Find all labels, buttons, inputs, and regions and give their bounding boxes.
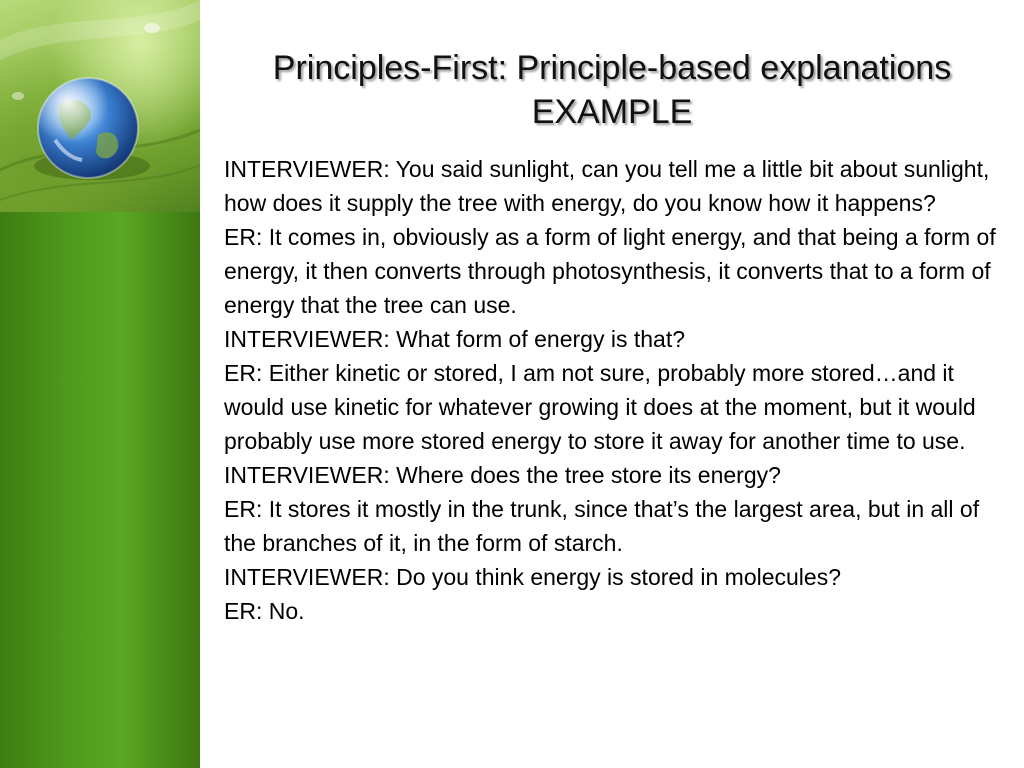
transcript-paragraph: INTERVIEWER: Do you think energy is stored in molecules? — [224, 564, 841, 590]
title-line-1: Principles-First: Principle-based explanations — [272, 49, 952, 87]
transcript-paragraph: INTERVIEWER: What form of energy is that? — [224, 326, 685, 352]
transcript-paragraph: ER: It stores it mostly in the trunk, since that’s the largest area, but in all of the branches of it, in the form of starch. — [224, 496, 980, 556]
leaf-earth-droplet-image — [0, 0, 200, 212]
green-sidebar — [0, 0, 200, 768]
earth-droplet-icon — [0, 0, 200, 212]
transcript-body — [224, 152, 1014, 628]
title-line-2: EXAMPLE — [531, 93, 693, 131]
slide-content — [200, 0, 1024, 768]
transcript-paragraph: ER: It comes in, obviously as a form of light energy, and that being a form of energy, it then converts through photosynthesis, it converts that to a form of energy that the tree can use. — [224, 224, 996, 318]
transcript-paragraph: INTERVIEWER: You said sunlight, can you tell me a little bit about sunlight, how does it supply the tree with energy, do you know how it happens? — [224, 156, 990, 216]
transcript-paragraph: INTERVIEWER: Where does the tree store its energy? — [224, 462, 781, 488]
transcript-paragraph: ER: No. — [224, 598, 305, 624]
transcript-paragraph: ER: Either kinetic or stored, I am not sure, probably more stored…and it would use kinetic for whatever growing it does at the moment, but it would probably use more stored energy to store it away for another time to use. — [224, 360, 976, 454]
slide-title — [200, 46, 1024, 134]
